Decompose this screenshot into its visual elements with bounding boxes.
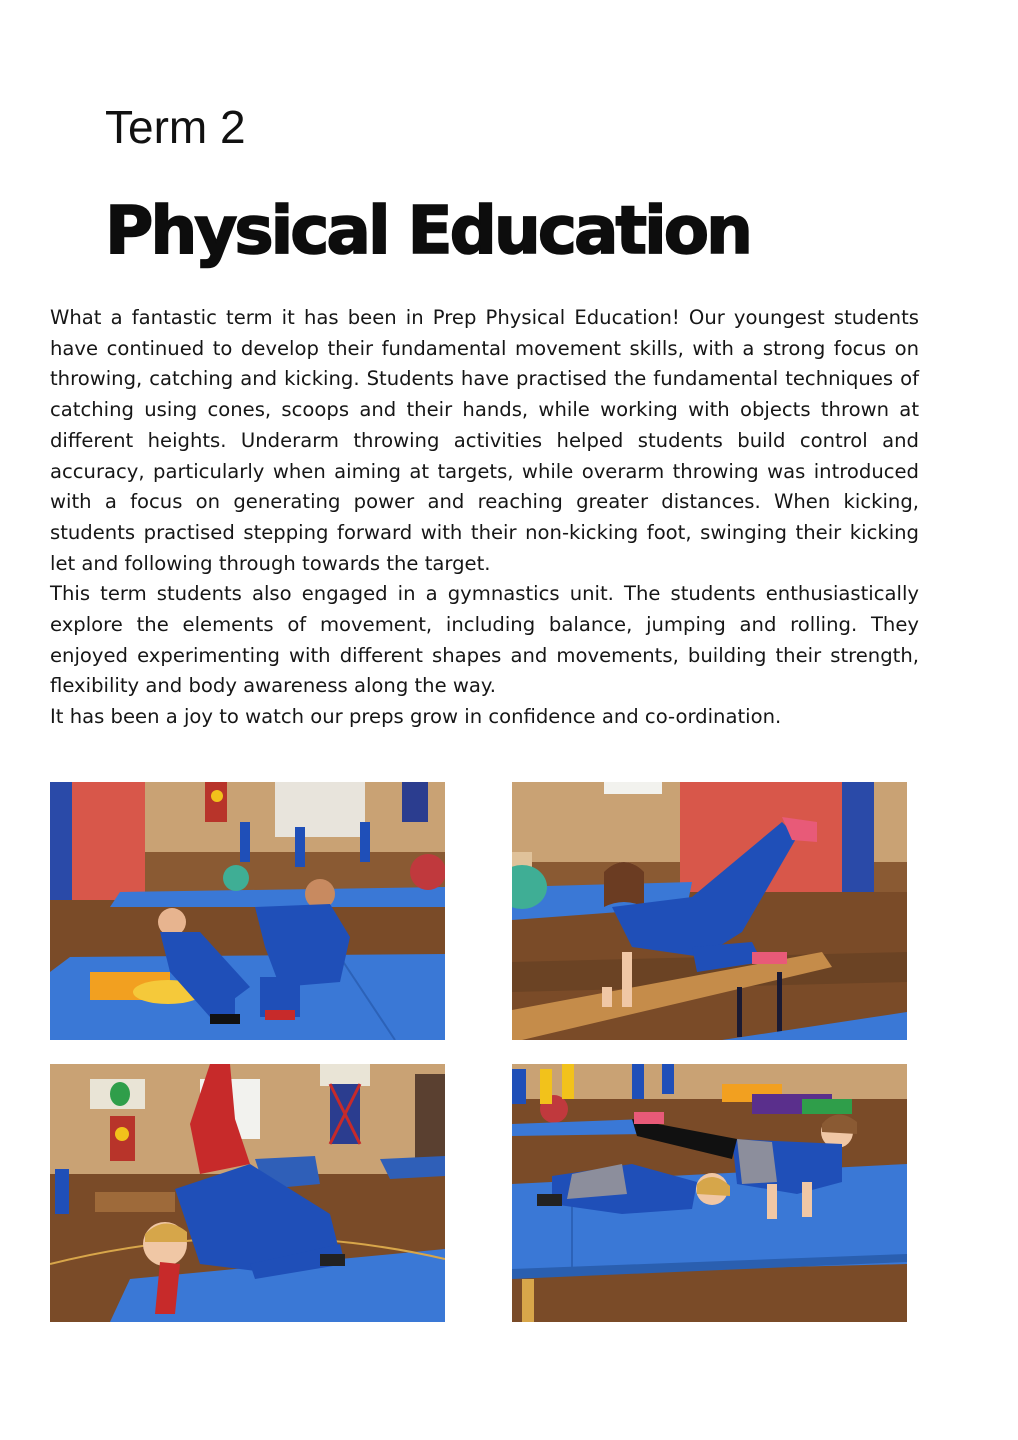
photo-bench-balance xyxy=(512,782,907,1040)
photo-3-image xyxy=(50,1064,445,1322)
photo-2-image xyxy=(512,782,907,1040)
page-title: Physical Education xyxy=(105,192,751,269)
photo-side-plank xyxy=(50,1064,445,1322)
photo-1-image xyxy=(50,782,445,1040)
photo-students-bending xyxy=(50,782,445,1040)
term-label: Term 2 xyxy=(105,101,246,153)
paragraph-1: What a fantastic term it has been in Prep Physical Education! Our youngest students have continued to develop their fundamental movement skills, with a strong focus on throwing, catching and kicking. Students have practised the fundamental techniques of catching using cones, scoops and their hands, while working with objects thrown at different heights. Underarm throwing activities helped students build control and accuracy, particularly when aiming at targets, while overarm throwing was introduced with a focus on generating power and reaching greater distances. When kicking, students practised stepping forward with their non-kicking foot, swinging their kicking let and following through towards the target. xyxy=(50,306,919,575)
paragraph-3: It has been a joy to watch our preps grow in confidence and co-ordination. xyxy=(50,705,782,729)
photo-partner-balance xyxy=(512,1064,907,1322)
paragraph-2: This term students also engaged in a gymnastics unit. The students enthusiastically explore the elements of movement, including balance, jumping and rolling. They enjoyed experimenting with different shapes and movements, building their strength, flexibility and body awareness along the way. xyxy=(50,582,919,698)
article-body xyxy=(50,303,919,733)
photo-4-image xyxy=(512,1064,907,1322)
